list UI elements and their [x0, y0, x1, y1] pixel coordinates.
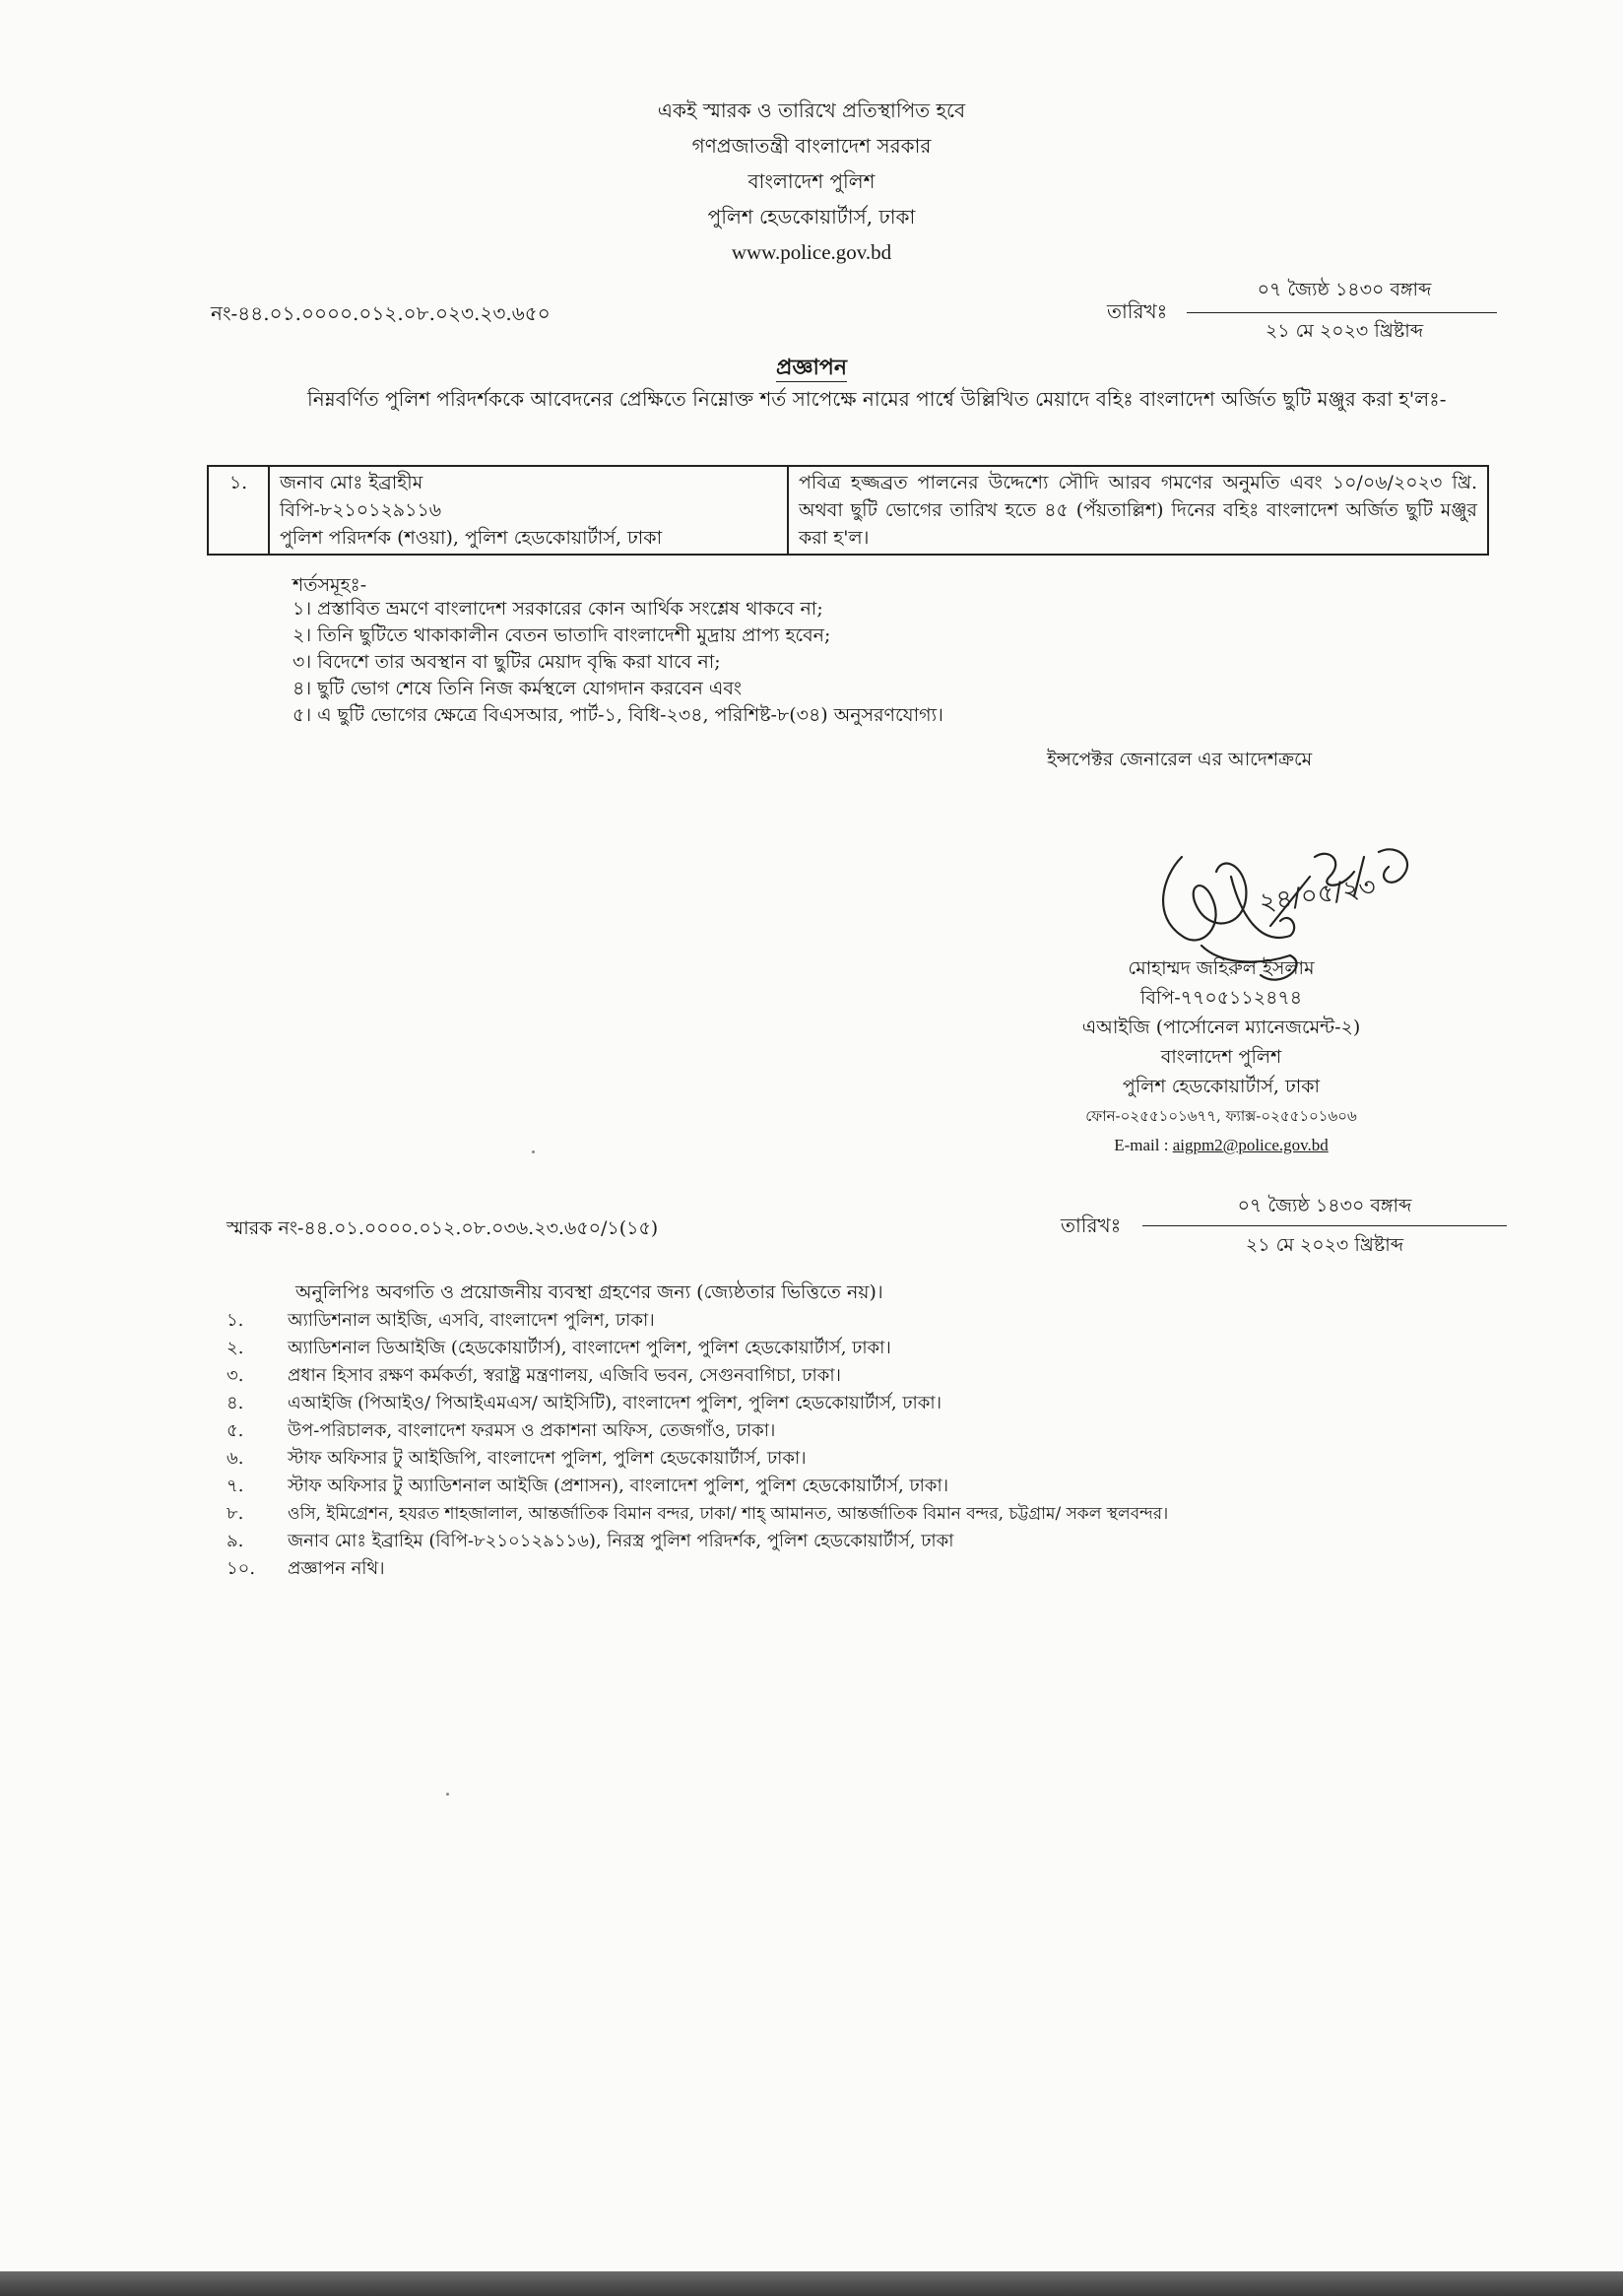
signatory-email-line	[1005, 1131, 1438, 1160]
conditions-list	[292, 596, 943, 729]
signatory-designation: এআইজি (পার্সোনেল ম্যানেজমেন্ট-২)	[1081, 1017, 1361, 1038]
condition-item: ৪। ছুটি ভোগ শেষে তিনি নিজ কর্মস্থলে যোগদান করবেন এবং	[292, 678, 743, 699]
grant-serial: ১.	[208, 466, 269, 555]
copy-date-gregorian: ২১ মে ২০২৩ খ্রিষ্টাব্দ	[1245, 1234, 1404, 1256]
website: www.police.gov.bd	[731, 240, 892, 264]
grantee-cell	[269, 466, 788, 555]
signatory-phone-fax: ফোন-০২৫৫১০১৬৭৭, ফ্যাক্স-০২৫৫১০১৬০৬	[1085, 1107, 1357, 1125]
copy-date-label: তারিখঃ	[1061, 1214, 1122, 1237]
email-label: E-mail :	[1114, 1136, 1173, 1154]
signatory-bp: বিপি-৭৭০৫১১২৪৭৪	[1139, 987, 1303, 1009]
email-link[interactable]: aigpm2@police.gov.bd	[1172, 1136, 1329, 1154]
leave-grant-table	[207, 465, 1489, 556]
government-name: গণপ্রজাতন্ত্রী বাংলাদেশ সরকার	[691, 134, 932, 158]
condition-item: ১। প্রস্তাবিত ভ্রমণে বাংলাদেশ সরকারের কোন আর্থিক সংশ্লেষ থাকবে না;	[292, 598, 823, 620]
department-name: বাংলাদেশ পুলিশ	[747, 169, 876, 193]
date-gregorian: ২১ মে ২০২৩ খ্রিষ্টাব্দ	[1265, 320, 1424, 342]
grantee-designation: পুলিশ পরিদর্শক (শওয়া), পুলিশ হেডকোয়ার্টার্স, ঢাকা	[280, 527, 663, 549]
grantee-bp: বিপি-৮২১০১২৯১১৬	[280, 499, 442, 521]
notice-title: প্রজ্ঞাপন	[776, 355, 847, 380]
scan-edge	[0, 2271, 1623, 2296]
condition-item: ৫। এ ছুটি ভোগের ক্ষেত্রে বিএসআর, পার্ট-১, বিধি-২৩৪, পরিশিষ্ট-৮(৩৪) অনুসরণযোগ্য।	[292, 704, 943, 726]
date-divider	[1187, 312, 1497, 313]
date-bangla: ০৭ জ্যৈষ্ঠ ১৪৩০ বঙ্গাব্দ	[1257, 279, 1432, 300]
date-label: তারিখঃ	[1107, 299, 1168, 323]
office-name: পুলিশ হেডকোয়ার্টার্স, ঢাকা	[707, 205, 916, 229]
order-line: ইন্সপেক্টর জেনারেল এর আদেশক্রমে	[1047, 749, 1313, 770]
grantee-name: জনাব মোঃ ইব্রাহীম	[280, 472, 423, 493]
signatory-office: পুলিশ হেডকোয়ার্টার্স, ঢাকা	[1122, 1076, 1321, 1097]
copy-date-divider	[1142, 1225, 1507, 1226]
document-page: একই স্মারক ও তারিখে প্রতিস্থাপিত হবে গণপ্রজাতন্ত্রী বাংলাদেশ সরকার বাংলাদেশ পুলিশ পুলিশ হেডকোয়ার্টার্স, ঢাকা www.police.gov.bd নং-৪৪.০১.০০০০.০১২.০৮.০২৩.২৩.৬৫০ তারিখঃ ০৭ জ্যৈষ্ঠ ১৪৩০ বঙ্গাব্দ ২১ মে ২০২৩ খ্রিষ্টাব্দ প্রজ্ঞাপন নিম্নবর্ণিত পুলিশ পরিদর্শককে আবেদনের প্রেক্ষিতে নিম্নোক্ত শর্ত সাপেক্ষে নামের পার্শ্বে উল্লিখিত মেয়াদে বহিঃ বাংলাদেশ অর্জিত ছুটি মঞ্জুর করা হ'লঃ- ১. জনাব মোঃ ইব্রাহীম বিপি-৮২১০১২৯১১৬ পুলিশ পরিদর্শক (শওয়া), পুলিশ হেডকোয়ার্টার্স, ঢাকা পবিত্র হজ্জব্রত পালনের উদ্দেশ্যে সৌদি আরব গমণের অনুমতি এবং ১০/০৬/২০২৩ খ্রি. অথবা ছুটি ভোগের তারিখ হতে ৪৫ (পঁয়তাল্লিশ) দিনের বহিঃ বাংলাদেশ অর্জিত ছুটি মঞ্জুর করা হ'ল। শর্তসমূহঃ- ১। প্রস্তাবিত ভ্রমণে বাংলাদেশ সরকারের কোন আর্থিক সংশ্লেষ থাকবে না; ২। তিনি ছুটিতে থাকাকালীন বেতন ভাতাদি বাংলাদেশী মুদ্রায় প্রাপ্য হবেন; ৩। বিদেশে তার অবস্থান বা ছুটির মেয়াদ বৃদ্ধি করা যাবে না; ৪। ছুটি ভোগ শেষে তিনি নিজ কর্মস্থলে যোগদান করবেন এবং ৫। এ ছুটি ভোগের ক্ষেত্রে বিএসআর, পার্ট-১, বিধি-২৩৪, পরিশিষ্ট-৮(৩৪) অনুসরণযোগ্য। ইন্সপেক্টর জেনারেল এর আদেশক্রমে ২৪/০৫/২৩ মোহাম্মদ জহিরুল ইসলাম বিপি-৭৭০৫১১২৪৭৪ এআইজি (পার্সোনেল ম্যানেজমেন্ট-২) বাংলাদেশ পুলিশ পুলিশ হেডকোয়ার্টার্স, ঢাকা ফোন-০২৫৫১০১৬৭৭, ফ্যাক্স-০২৫৫১০১৬০৬ E-mail : aigpm2@police.gov.bd স্মারক নং-৪৪.০১.০০০০.০১২.০৮.০৩৬.২৩.৬৫০/১(১৫) তারিখঃ ০৭ জ্যৈষ্ঠ ১৪৩০ বঙ্গাব্দ ২১ মে ২০২৩ খ্রিষ্টাব্দ অনুলিপিঃ অবগতি ও প্রয়োজনীয় ব্যবস্থা গ্রহণের জন্য (জ্যেষ্ঠতার ভিত্তিতে নয়)। ১. অ্যাডিশনাল আইজি, এসবি, বাংলাদেশ পুলিশ, ঢাকা। ২. অ্যাডিশনাল ডিআইজি (হেডকোয়ার্টার্স), বাংলাদেশ পুলিশ, পুলিশ হেডকোয়ার্টার্স, ঢাকা। ৩. প্রধান হিসাব রক্ষণ কর্মকর্তা, স্বরাষ্ট্র মন্ত্রণালয়, এজিবি ভবন, সেগুনবাগিচা, ঢাকা। ৪. এআইজি (পিআইও/ পিআইএমএস/ আইসিটি), বাংলাদেশ পুলিশ, পুলিশ হেডকোয়ার্টার্স, ঢাকা। ৫. উপ-পরিচালক, বাংলাদেশ ফরমস ও প্রকাশনা অফিস, তেজগাঁও, ঢাকা। ৬. স্টাফ অফিসার টু আইজিপি, বাংলাদেশ পুলিশ, পুলিশ হেডকোয়ার্টার্স, ঢাকা। ৭. স্টাফ অফিসার টু অ্যাডিশনাল আইজি (প্রশাসন), বাংলাদেশ পুলিশ, পুলিশ হেডকোয়ার্টার্স, ঢাকা। ৮. ওসি, ইমিগ্রেশন, হযরত শাহজালাল, আন্তর্জাতিক বিমান বন্দর, ঢাকা/ শাহ্ আমানত, আন্তর্জাতিক বিমান বন্দর, চট্টগ্রাম/ সকল স্থলবন্দর। ৯. জনাব মোঃ ইব্রাহিম (বিপি-৮২১০১২৯১১৬), নিরস্ত্র পুলিশ পরিদর্শক, পুলিশ হেডকোয়ার্টার্স, ঢাকা ১০. প্রজ্ঞাপন নথি।	[0, 0, 1623, 2271]
copy-memo-number: স্মারক নং-৪৪.০১.০০০০.০১২.০৮.০৩৬.২৩.৬৫০/১(১৫)	[227, 1217, 659, 1239]
signatory-name: মোহাম্মদ জহিরুল ইসলাম	[1128, 957, 1315, 979]
condition-item: ২। তিনি ছুটিতে থাকাকালীন বেতন ভাতাদি বাংলাদেশী মুদ্রায় প্রাপ্য হবেন;	[292, 624, 831, 646]
grant-details: পবিত্র হজ্জব্রত পালনের উদ্দেশ্যে সৌদি আরব গমণের অনুমতি এবং ১০/০৬/২০২৩ খ্রি. অথবা ছুটি ভোগের তারিখ হতে ৪৫ (পঁয়তাল্লিশ) দিনের বহিঃ বাংলাদেশ অর্জিত ছুটি মঞ্জুর করা হ'ল।	[788, 466, 1488, 555]
conditions-heading: শর্তসমূহঃ-	[292, 574, 367, 596]
copy-intro: অনুলিপিঃ অবগতি ও প্রয়োজনীয় ব্যবস্থা গ্রহণের জন্য (জ্যেষ্ঠতার ভিত্তিতে নয়)।	[295, 1281, 883, 1303]
table-row	[208, 466, 1488, 555]
scan-speck	[532, 1150, 535, 1153]
memo-number: নং-৪৪.০১.০০০০.০১২.০৮.০২৩.২৩.৬৫০	[211, 301, 551, 325]
copy-date-bangla: ০৭ জ্যৈষ্ঠ ১৪৩০ বঙ্গাব্দ	[1237, 1195, 1412, 1216]
replacement-note: একই স্মারক ও তারিখে প্রতিস্থাপিত হবে	[657, 98, 966, 122]
signatory-department: বাংলাদেশ পুলিশ	[1160, 1046, 1282, 1068]
signature-date: ২৪/০৫/২৩	[1257, 872, 1378, 918]
notice-intro: নিম্নবর্ণিত পুলিশ পরিদর্শককে আবেদনের প্রেক্ষিতে নিম্নোক্ত শর্ত সাপেক্ষে নামের পার্শ্বে উল্লিখিত মেয়াদে বহিঃ বাংলাদেশ অর্জিত ছুটি মঞ্জুর করা হ'লঃ-	[307, 387, 1447, 411]
scan-speck	[446, 1793, 449, 1796]
condition-item: ৩। বিদেশে তার অবস্থান বা ছুটির মেয়াদ বৃদ্ধি করা যাবে না;	[292, 651, 721, 673]
signature-block	[1005, 953, 1438, 1160]
